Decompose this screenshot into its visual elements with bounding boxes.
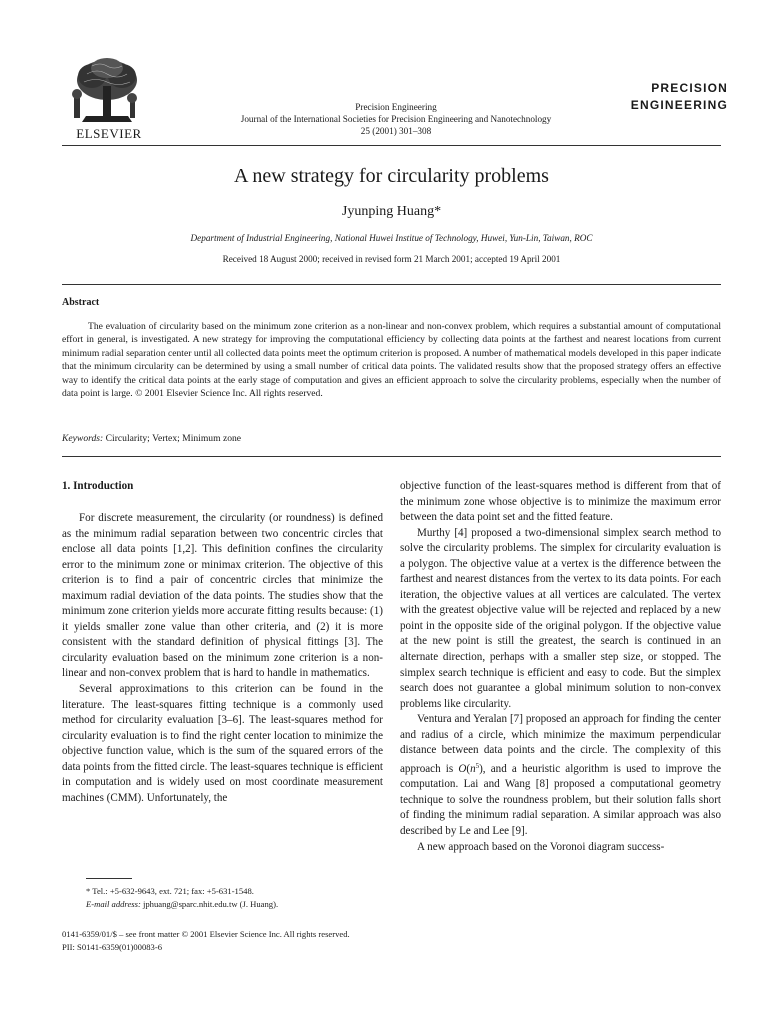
footnote-tel: * Tel.: +5-632-9643, ext. 721; fax: +5-631-1548.: [86, 886, 254, 896]
section-heading: 1. Introduction: [62, 480, 134, 492]
journal-subtitle: Journal of the International Societies for Precision Engineering and Nanotechnology: [240, 114, 552, 124]
received-dates: Received 18 August 2000; received in revised form 21 March 2001; accepted 19 April 2001: [222, 254, 561, 264]
left-column: [62, 511, 383, 806]
text-run: Ventura and Yeralan [7] proposed an approach for finding the center and radius of a circle, which minimize the maximum perpendicular distance between data points and the circle. The complexity of this approach is: [400, 713, 721, 775]
paragraph: For discrete measurement, the circularity (or roundness) is defined as the minimum radial separation between two concentric circles that enclose all data points [1,2]. This definition confines the circularity error to the minimum zone or minimax criterion. The objective of this criterion is to find a pair of concentric circles that minimize the maximum radial deviation of the data points. The studies show that the minimum zone criterion yields more accurate fitting results because: (1) it yields smaller zone value than other criteria, and (2) it is more consistent with the standard definition of physical fittings [3]. The circularity evaluation based on the minimum zone criterion is a non-linear and non-convex problem that is hard to handle in mathematics.: [62, 512, 383, 680]
bottom-matter: [62, 928, 350, 953]
abstract-text: The evaluation of circularity based on the minimum zone criterion as a non-linear and non-convex problem, which requires a substantial amount of computational effort in general, is investigated. A new strategy for improving the computational efficiency by collecting data points at the farthest and nearest locations from current minimum radial separation center until all collected data points meet the optimum criterion is proposed. A number of mathematical models developed in this paper indicate that the minimum circularity can be determined by using a small number of critical data points. The validated results show that the proposed strategy offers an effective way to identify the critical data points at the early stage of computation and gives an efficient approach to solve the circularity problems, especially when the number of data point is large. © 2001 Elsevier Science Inc. All rights reserved.: [62, 321, 721, 400]
email-address: jphuang@sparc.nhit.edu.tw (J. Huang).: [142, 898, 279, 909]
footnote-email: [62, 898, 383, 911]
footnote-rule: [86, 878, 132, 879]
text-run: ), and a heuristic algorithm is used to improve the computation. Lai and Wang [8] proposed a computational geometry technique to solve the roundness problem, but their solution falls short of finding the minimum radial separation. A similar approach was also described by Le and Lee [9].: [400, 762, 721, 838]
brand-line-1: PRECISION: [651, 81, 728, 95]
paragraph: A new approach based on the Voronoi diagram success-: [417, 840, 665, 853]
abstract-top-rule: [62, 284, 721, 285]
issn-line: 0141-6359/01/$ – see front matter © 2001 Elsevier Science Inc. All rights reserved.: [62, 929, 350, 939]
journal-info: [196, 101, 596, 137]
email-label: E-mail address:: [86, 898, 141, 909]
paragraph: Ventura and Yeralan [7] proposed an approach for finding the center and radius of a circle, which minimize the maximum perpendicular distance between data points and the circle. The complexity of this approach is $O(n^5)$, and a heuristic algorithm is used to improve the computation. Lai and Wang [8] proposed a computational geometry technique to solve the roundness problem, but their solution falls short of finding the minimum radial separation. A similar approach was also described by Le and Lee [9].: [400, 713, 721, 838]
header-rule: [62, 145, 721, 146]
paragraph: Murthy [4] proposed a two-dimensional simplex search method to solve the circularity problems. The simplex for circularity evaluation is a polygon. The objective value at a vertex is the difference between the farthest and nearest distances from the vertex to its data points. For each iteration, the objective values at all vertices are calculated. The vertex with the greatest objective value will be rejected and replaced by a new point in the opposite side of the original polygon. If the objective value at the new point is still the greatest, the search is continued in an alternate direction, perhaps with a smaller step size, or stopped. The simplex search technique is efficient and easy to code. But the simplex search does not guarantee a global minimum solution to non-convex problems like circularity.: [400, 526, 721, 710]
journal-citation: 25 (2001) 301–308: [360, 126, 432, 136]
brand-line-2: ENGINEERING: [630, 98, 728, 112]
keywords: [62, 433, 241, 444]
article-title: A new strategy for circularity problems: [234, 165, 549, 187]
pii-line: PII: S0141-6359(01)00083-6: [62, 941, 163, 952]
paragraph: Several approximations to this criterion can be found in the literature. The least-squares fitting technique is a commonly used method for circularity evaluation [3–6]. The least-squares method for circularity evaluation is to find the right center location to minimize the objective function value, which is the sum of the squared errors of the data points from the fitted circle. The least-squares technique is efficient in computation and is widely used on most coordinate measurement machines (CMM). Unfortunately, the: [62, 683, 383, 804]
abstract-bottom-rule: [62, 456, 721, 457]
author-affiliation: Department of Industrial Engineering, National Huwei Institue of Technology, Huwei, Yun-Lin, Taiwan, ROC: [190, 233, 593, 243]
paragraph: objective function of the least-squares method is different from that of the minimum zone whose objective is to minimize the maximum error between the data point set and the fitted feature.: [400, 480, 721, 524]
math-o: O: [458, 762, 467, 775]
keywords-list: Circularity; Vertex; Minimum zone: [105, 433, 242, 444]
publisher-name: ELSEVIER: [76, 126, 142, 141]
journal-name: Precision Engineering: [355, 102, 437, 112]
keywords-label: Keywords:: [62, 433, 104, 444]
math-n: n: [470, 762, 476, 775]
math-exponent: 5: [475, 761, 480, 770]
journal-brand: [604, 80, 728, 114]
right-column: [400, 479, 721, 855]
abstract-heading: Abstract: [62, 297, 100, 308]
footnote: [62, 885, 383, 910]
article-author: Jyunping Huang*: [341, 204, 442, 219]
